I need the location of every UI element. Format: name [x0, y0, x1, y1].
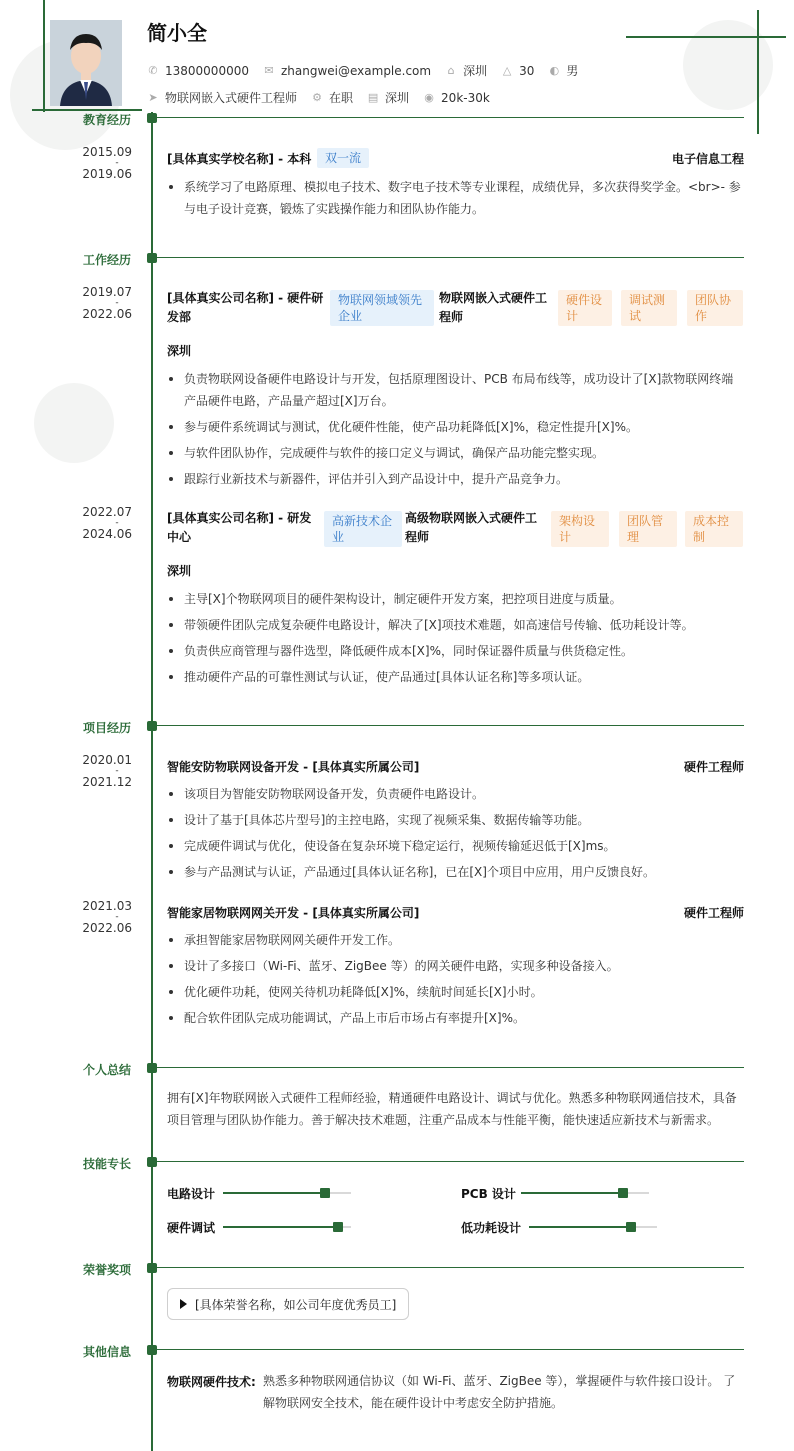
- industry-tag-line: 高新技术企: [332, 514, 393, 528]
- skill-tag-line: 团队协: [695, 293, 732, 307]
- skill-tag-line: 架构设: [559, 514, 596, 528]
- company-name: [167, 509, 319, 547]
- skill-name: PCB 设计: [461, 1187, 516, 1201]
- skill-tag: [685, 511, 743, 547]
- list-item: 跟踪行业新技术与新器件，评估并引入到产品设计中，提升产品竞争力。: [167, 468, 744, 490]
- location-item: [445, 62, 487, 79]
- section-marker: [147, 721, 157, 731]
- skill-tag-line: 团队管: [627, 514, 664, 528]
- position-title-line: 物联网嵌入式硬件工: [439, 291, 548, 305]
- skill-level-fill: [223, 1192, 325, 1194]
- work-dates: [78, 286, 132, 320]
- work-bullets: [167, 368, 744, 494]
- age-item: [501, 64, 534, 78]
- start-date: 2015.09: [82, 145, 132, 159]
- gear-icon: ⚙: [312, 90, 322, 104]
- gender-item: [548, 62, 578, 79]
- skill-tag-line: 计: [566, 309, 579, 323]
- section-title-projects: 项目经历: [83, 721, 132, 735]
- end-date: 2022.06: [82, 307, 132, 321]
- end-date: 2022.06: [82, 921, 132, 935]
- school-name: [具体真实学校名称] - 本科: [167, 152, 312, 166]
- company-name-line: [具体真实公司名称] - 硬件研: [167, 291, 324, 305]
- project-dates: [78, 754, 132, 788]
- list-item: 参与产品测试与认证，产品通过[具体认证名称]，已在[X]个项目中应用，用户反馈良好。: [167, 861, 744, 883]
- skill-tag-line: 调试测: [629, 293, 666, 307]
- company-name-line: 中心: [167, 530, 192, 544]
- skill-level-knob: [333, 1222, 343, 1232]
- position-title-line: 程师: [439, 310, 464, 324]
- project-bullets: [167, 783, 744, 887]
- date-separator: -: [115, 518, 119, 528]
- section-marker: [147, 113, 157, 123]
- list-item: 设计了多接口（Wi-Fi、蓝牙、ZigBee 等）的网关硬件电路，实现多种设备接入。: [167, 955, 744, 977]
- skill-tag-line: 理: [627, 530, 640, 544]
- section-divider: [157, 725, 744, 726]
- industry-tag: [324, 511, 402, 547]
- skill-level-knob: [320, 1188, 330, 1198]
- send-icon: ➤: [148, 90, 158, 104]
- skill-tag: [621, 290, 677, 326]
- skill-level-bar: [529, 1226, 657, 1228]
- end-date: 2021.12: [82, 775, 132, 789]
- section-title-work: 工作经历: [83, 253, 132, 267]
- list-item: 参与硬件系统调试与测试，优化硬件性能，使产品功耗降低[X]%，稳定性提升[X]%。: [167, 416, 744, 438]
- position-title: [405, 509, 545, 547]
- list-item: 系统学习了电路原理、模拟电子技术、数字电子技术等专业课程，成绩优异，多次获得奖学金。<br>- 参与电子设计竞赛，锻炼了实践操作能力和团队协作能力。: [167, 176, 744, 220]
- project-role: 硬件工程师: [683, 906, 744, 920]
- salary-text: 20k-30k: [441, 90, 490, 105]
- industry-tag-line: 业: [332, 530, 345, 544]
- company-name-line: 发部: [167, 310, 192, 324]
- position-title-line: 高级物联网嵌入式硬件工: [405, 511, 538, 525]
- skill-tag-line: 作: [695, 309, 708, 323]
- honor-item[interactable]: [167, 1288, 409, 1320]
- skill-tag: [619, 511, 677, 547]
- skill-tag: [687, 290, 743, 326]
- section-marker: [147, 1063, 157, 1073]
- list-item: 完成硬件调试与优化，使设备在复杂环境下稳定运行，视频传输延迟低于[X]ms。: [167, 835, 744, 857]
- end-date: 2019.06: [82, 167, 132, 181]
- date-separator: -: [115, 158, 119, 168]
- section-title-summary: 个人总结: [83, 1063, 132, 1077]
- education-dates: [78, 146, 132, 180]
- skill-level-bar: [223, 1192, 351, 1194]
- email-item: [263, 64, 431, 78]
- skill-tag: [551, 511, 609, 547]
- work-city-item: [367, 89, 409, 106]
- skill-name: 硬件调试: [167, 1221, 216, 1235]
- skill-tag-line: 制: [693, 530, 706, 544]
- status-text: 在职: [329, 91, 354, 105]
- project-bullets: [167, 929, 744, 1033]
- position-title-line: 程师: [405, 530, 430, 544]
- list-item: 负责供应商管理与器件选型，降低硬件成本[X]%，同时保证器件质量与供货稳定性。: [167, 640, 744, 662]
- section-title-other: 其他信息: [83, 1345, 132, 1359]
- industry-tag-line: 物联网领域领先: [338, 293, 423, 307]
- company-name-line: [具体真实公司名称] - 研发: [167, 511, 312, 525]
- job-title-text: 物联网嵌入式硬件工程师: [165, 91, 298, 105]
- school-tag: 双一流: [317, 148, 369, 168]
- location-text: 深圳: [463, 64, 488, 78]
- mail-icon: ✉: [264, 63, 274, 77]
- skill-level-fill: [521, 1192, 623, 1194]
- work-city-text: 深圳: [385, 91, 410, 105]
- major: 电子信息工程: [671, 152, 744, 166]
- section-title-education: 教育经历: [83, 113, 132, 127]
- list-item: 配合软件团队完成功能调试，产品上市后市场占有率提升[X]%。: [167, 1007, 744, 1029]
- skill-level-knob: [618, 1188, 628, 1198]
- coin-icon: ◉: [424, 90, 434, 104]
- skill-tag-line: 计: [559, 530, 572, 544]
- work-bullets: [167, 588, 744, 692]
- skill-level-bar: [521, 1192, 649, 1194]
- start-date: 2019.07: [82, 285, 132, 299]
- list-item: 推动硬件产品的可靠性测试与认证，使产品通过[具体认证名称]等多项认证。: [167, 666, 744, 688]
- start-date: 2020.01: [82, 753, 132, 767]
- age-text: 30: [519, 63, 535, 78]
- education-bullets: [167, 176, 744, 224]
- work-city: 深圳: [167, 344, 192, 358]
- work-city: 深圳: [167, 564, 192, 578]
- industry-tag-line: 企业: [338, 309, 363, 323]
- job-title-item: [147, 89, 297, 106]
- skill-name: 低功耗设计: [461, 1221, 522, 1235]
- skill-name: 电路设计: [167, 1187, 216, 1201]
- project-title: 智能安防物联网设备开发 - [具体真实所属公司]: [167, 760, 420, 774]
- date-separator: -: [115, 766, 119, 776]
- start-date: 2022.07: [82, 505, 132, 519]
- list-item: 该项目为智能安防物联网设备开发，负责硬件电路设计。: [167, 783, 744, 805]
- section-divider: [157, 1267, 744, 1268]
- section-divider: [157, 1161, 744, 1162]
- company-name: [167, 289, 327, 327]
- section-divider: [157, 117, 744, 118]
- honor-text: [具体荣誉名称，如公司年度优秀员工]: [195, 1297, 397, 1312]
- candidate-name: 简小全: [147, 21, 207, 45]
- caret-right-icon: [180, 1299, 187, 1309]
- phone-item: [147, 64, 249, 78]
- section-divider: [157, 1349, 744, 1350]
- list-item: 负责物联网设备硬件电路设计与开发，包括原理图设计、PCB 布局布线等，成功设计了[X]款物联网终端产品硬件电路，产品量产超过[X]万台。: [167, 368, 744, 412]
- avatar: [50, 20, 122, 106]
- salary-item: [423, 91, 490, 105]
- skill-level-fill: [223, 1226, 338, 1228]
- project-role: 硬件工程师: [683, 760, 744, 774]
- skill-tag-line: 成本控: [693, 514, 730, 528]
- section-divider: [157, 257, 744, 258]
- skill-level-fill: [529, 1226, 631, 1228]
- other-info-label: 物联网硬件技术:: [167, 1375, 256, 1389]
- project-dates: [78, 900, 132, 934]
- project-title: 智能家居物联网网关开发 - [具体真实所属公司]: [167, 906, 420, 920]
- resume-header: [0, 0, 794, 118]
- skill-tag-line: 试: [629, 309, 642, 323]
- section-marker: [147, 253, 157, 263]
- section-title-skills: 技能专长: [83, 1157, 132, 1171]
- skill-tag: [558, 290, 612, 326]
- list-item: 设计了基于[具体芯片型号]的主控电路，实现了视频采集、数据传输等功能。: [167, 809, 744, 831]
- skill-tag-line: 硬件设: [566, 293, 603, 307]
- other-info-text: 熟悉多种物联网通信协议（如 Wi-Fi、蓝牙、ZigBee 等），掌握硬件与软件接口设计。 了解物联网安全技术，能在硬件设计中考虑安全防护措施。: [263, 1374, 736, 1410]
- start-date: 2021.03: [82, 899, 132, 913]
- list-item: 主导[X]个物联网项目的硬件架构设计，制定硬件开发方案，把控项目进度与质量。: [167, 588, 744, 610]
- decorative-circle: [34, 383, 114, 463]
- list-item: 带领硬件团队完成复杂硬件电路设计，解决了[X]项技术难题，如高速信号传输、低功耗设计等。: [167, 614, 744, 636]
- list-item: 与软件团队协作，完成硬件与软件的接口定义与调试，确保产品功能完整实现。: [167, 442, 744, 464]
- summary-text: 拥有[X]年物联网嵌入式硬件工程师经验，精通硬件电路设计、调试与优化。熟悉多种物联网通信技术，具备项目管理与团队协作能力。善于解决技术难题，注重产品成本与性能平衡，能快速适应新技术与新需求。: [167, 1091, 737, 1127]
- home-icon: ⌂: [447, 63, 455, 77]
- position-title: [439, 289, 554, 327]
- date-separator: -: [115, 912, 119, 922]
- status-item: [311, 89, 353, 106]
- skill-level-knob: [626, 1222, 636, 1232]
- section-marker: [147, 1157, 157, 1167]
- work-dates: [78, 506, 132, 540]
- phone-icon: ✆: [148, 63, 158, 77]
- skill-level-bar: [223, 1226, 351, 1228]
- date-separator: -: [115, 298, 119, 308]
- cake-icon: △: [502, 63, 512, 77]
- building-icon: ▤: [367, 90, 379, 104]
- list-item: 承担智能家居物联网网关硬件开发工作。: [167, 929, 744, 951]
- job-intent-row: [147, 89, 504, 106]
- list-item: 优化硬件功耗，使网关待机功耗降低[X]%，续航时间延长[X]小时。: [167, 981, 744, 1003]
- email-text: zhangwei@example.com: [280, 63, 432, 78]
- section-marker: [147, 1263, 157, 1273]
- end-date: 2024.06: [82, 527, 132, 541]
- contact-row: [147, 62, 592, 79]
- timeline-line: [151, 112, 153, 1451]
- phone-text: 13800000000: [165, 63, 249, 78]
- section-divider: [157, 1067, 744, 1068]
- section-title-honors: 荣誉奖项: [83, 1263, 132, 1277]
- gender-icon: ◐: [549, 63, 560, 77]
- section-marker: [147, 1345, 157, 1355]
- industry-tag: [330, 290, 434, 326]
- gender-text: 男: [566, 64, 579, 78]
